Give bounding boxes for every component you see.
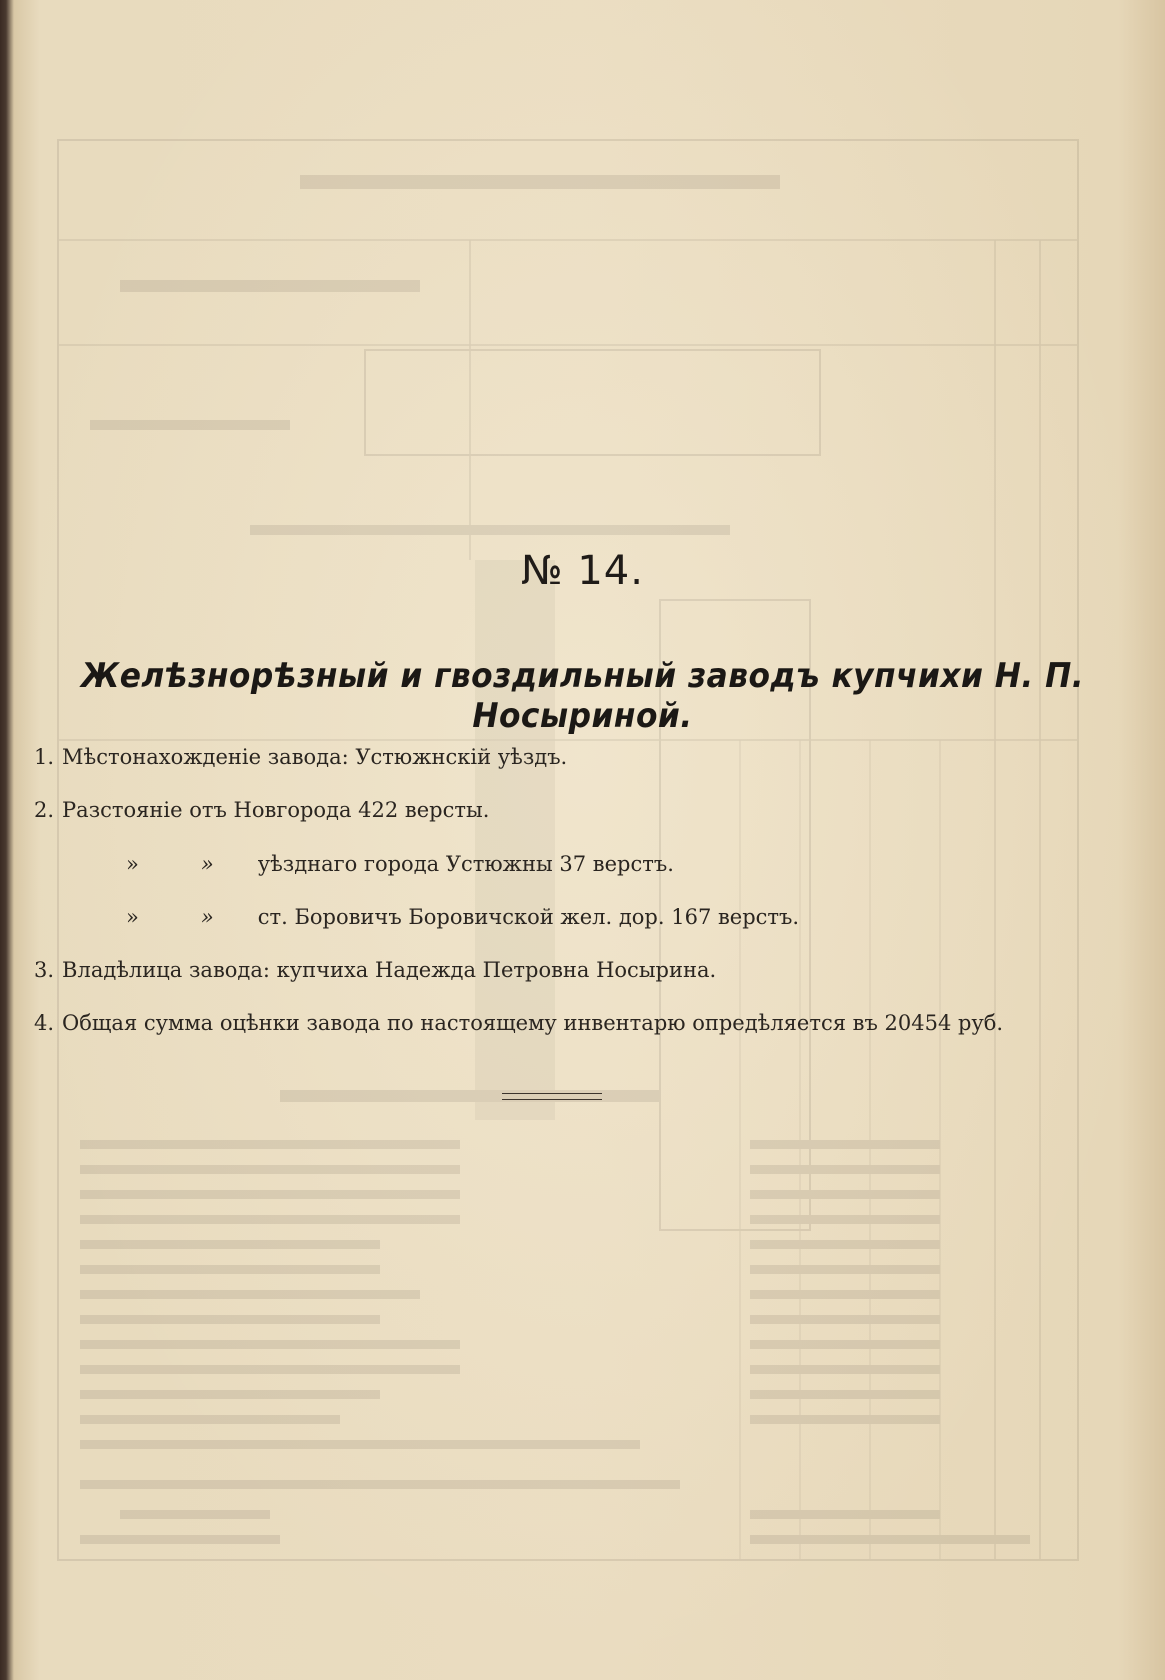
list-item — [34, 745, 567, 769]
list-item — [34, 1011, 1003, 1035]
ditto-mark: » — [200, 905, 214, 929]
list-item — [34, 798, 489, 822]
section-divider — [502, 1093, 602, 1100]
list-item — [34, 958, 716, 982]
item-text: Владѣлица завода: купчиха Надежда Петровна Носырина. — [62, 958, 717, 982]
item-number: 2. — [34, 798, 55, 822]
item-text: Общая сумма оцѣнки завода по настоящему инвентарю опредѣляется въ 20454 руб. — [62, 1011, 1004, 1035]
list-item — [126, 905, 799, 929]
document-number: № 14. — [521, 548, 644, 594]
ditto-mark: » — [200, 852, 214, 876]
ditto-mark: » — [126, 905, 139, 929]
item-text: Разстояніе отъ Новгорода 422 версты. — [62, 798, 490, 822]
item-number: 1. — [34, 745, 55, 769]
ditto-mark: » — [126, 852, 139, 876]
item-text: уѣзднаго города Устюжны 37 верстъ. — [257, 852, 674, 876]
item-number: 3. — [34, 958, 55, 982]
item-number: 4. — [34, 1011, 55, 1035]
item-text: ст. Боровичъ Боровичской жел. дор. 167 верстъ. — [257, 905, 800, 929]
list-item — [126, 852, 674, 876]
document-title: Желѣзнорѣзный и гвоздильный заводъ купчихи Н. П. Носыриной. — [80, 656, 1085, 736]
item-text: Мѣстонахожденіе завода: Устюжнскій уѣздъ. — [62, 745, 568, 769]
